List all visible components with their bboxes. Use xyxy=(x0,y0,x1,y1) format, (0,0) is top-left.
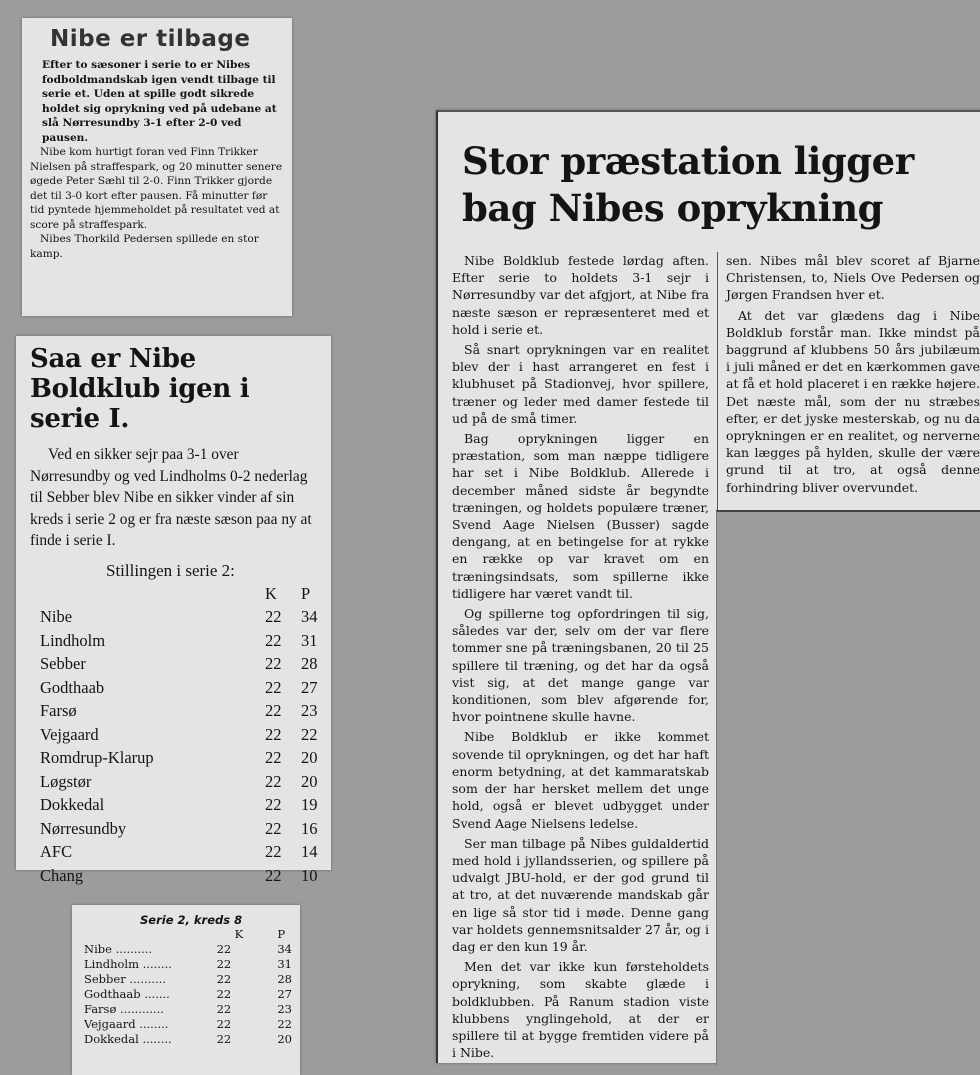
team-name: Godthaab xyxy=(40,677,105,697)
points: 31 xyxy=(301,630,318,650)
table-header xyxy=(80,927,292,942)
paragraph: At det var glædens dag i Nibe Boldklub forstår man. Ikke mindst på baggrund af klubbens 50 års jubilæum i juli måned er det en kærkommen gave at få et hold placeret i en række højere. Det næste mål, som der nu stræbes efter, er det jyske mesterskab, og nu da oprykningen er en realitet, og nerverne kan lægges på hylden, skulle der være grund til at tro, at også denne forhindring bliver overvundet. xyxy=(726,307,980,495)
points: 23 xyxy=(277,1002,292,1016)
points: 19 xyxy=(301,795,318,814)
team-name: Nørresundby xyxy=(40,818,127,838)
body-paragraph: Nibe kom hurtigt foran ved Finn Trikker Nielsen på straffespark, og 20 minutter senere øgede Peter Sæhl til 2-0. Finn Trikker gjorde det til 3-0 kort efter pausen. Få minutter før tid pyntede hjemmeholdet på resultatet ved at score på straffespark. xyxy=(30,146,283,231)
games: 22 xyxy=(216,1002,232,1016)
headline: Stor præstation ligger bag Nibes oprykning xyxy=(462,139,914,230)
games: 22 xyxy=(265,630,282,650)
table-row xyxy=(30,817,321,841)
table-row xyxy=(30,793,321,817)
team-name: Romdrup-Klarup xyxy=(40,748,154,767)
table-row xyxy=(30,676,321,700)
table-header xyxy=(30,582,321,606)
paragraph: Og spillerne tog opfordringen til sig, således var der, selv om der var flere tommer sne på træningsbanen, 20 til 25 spillere til træning, og det har da også vist sig, at det mange gange var konditionen, som blev afgørende for, hvor pointnene skulle havne. xyxy=(452,606,709,725)
team-name: Vejgaard xyxy=(40,724,99,744)
clipping-nibe-er-tilbage xyxy=(22,18,292,316)
table-row xyxy=(30,770,321,794)
games: 22 xyxy=(216,957,232,971)
points: 16 xyxy=(301,818,318,838)
points: 20 xyxy=(277,1032,292,1046)
team-name: Nibe .......... xyxy=(84,942,153,956)
games: 22 xyxy=(265,677,282,697)
table-row xyxy=(30,723,321,747)
table-row xyxy=(30,652,321,676)
games: 22 xyxy=(265,842,282,861)
team-name: Dokkedal ........ xyxy=(84,1032,172,1046)
points: 28 xyxy=(277,972,292,986)
team-name: Lindholm ........ xyxy=(84,957,172,971)
table-row xyxy=(30,605,321,629)
games: 22 xyxy=(265,654,282,673)
games: 22 xyxy=(265,818,282,838)
table-row xyxy=(30,629,321,653)
points: 10 xyxy=(301,865,318,885)
clipping-serie-2-kreds-8 xyxy=(72,905,300,1075)
column-p: P xyxy=(277,927,286,941)
games: 22 xyxy=(216,1017,232,1031)
points: 20 xyxy=(301,748,318,767)
games: 22 xyxy=(265,724,282,744)
points: 14 xyxy=(301,842,318,861)
team-name: Sebber xyxy=(40,654,86,673)
body-paragraph: Nibes Thorkild Pedersen spillede en stor kamp. xyxy=(30,233,259,260)
standings-table xyxy=(80,927,292,1047)
points: 23 xyxy=(301,701,318,720)
points: 31 xyxy=(277,957,292,971)
team-name: Nibe xyxy=(40,607,73,626)
points: 34 xyxy=(277,942,292,956)
table-row xyxy=(80,942,292,957)
points: 22 xyxy=(301,724,318,744)
table-row xyxy=(30,746,321,770)
team-name: Chang xyxy=(40,865,84,885)
games: 22 xyxy=(216,972,232,986)
column-p: P xyxy=(301,583,311,603)
paragraph: sen. Nibes mål blev scoret af Bjarne Christensen, to, Niels Ove Pedersen og Jørgen Frandsen hver et. xyxy=(726,253,980,303)
points: 28 xyxy=(301,654,318,673)
table-row xyxy=(30,864,321,888)
team-name: Farsø xyxy=(40,701,77,720)
points: 34 xyxy=(301,607,318,626)
clipping-saa-er-nibe xyxy=(16,336,331,885)
article-column-left xyxy=(452,252,718,1064)
column-k: K xyxy=(234,927,244,941)
team-name: Vejgaard ........ xyxy=(84,1017,169,1031)
scrapbook-background xyxy=(716,510,980,1065)
paragraph: Så snart oprykningen var en realitet blev der i hast arrangeret en fest i klubhuset på Stadionvej, hvor spillere, træner og leder med damer festede til ud på de små timer. xyxy=(452,342,709,426)
points: 22 xyxy=(277,1017,292,1031)
paragraph: Nibe Boldklub er ikke kommet sovende til oprykningen, og det har haft enorm betydning, at det kammaratskab som der har hersket mellem det unge hold, også er blevet udbygget under Svend Aage Nielsens ledelse. xyxy=(452,729,709,831)
intro-paragraph: Ved en sikker sejr paa 3-1 over Nørresundby og ved Lindholms 0-2 nederlag til Sebber blev Nibe en sikker vinder af sin kreds i serie 2 og er fra næste sæson paa ny at finde i serie I. xyxy=(30,446,312,549)
team-name: Dokkedal xyxy=(40,795,105,814)
standings-table xyxy=(30,582,321,888)
headline: Saa er Nibe Boldklub igen i serie I. xyxy=(30,344,250,434)
table-row xyxy=(80,957,292,972)
games: 22 xyxy=(265,701,282,720)
table-title: Serie 2, kreds 8 xyxy=(140,913,243,927)
games: 22 xyxy=(265,607,282,626)
games: 22 xyxy=(265,865,282,885)
paragraph: Men det var ikke kun førsteholdets oprykning, som skabte glæde i boldklubben. På Ranum stadion viste klubbens ynglingehold, at der er spillere til at bygge fremtiden videre på i Nibe. xyxy=(452,959,709,1061)
team-name: Løgstør xyxy=(40,771,92,791)
table-row xyxy=(30,699,321,723)
team-name: Lindholm xyxy=(40,630,106,650)
table-row xyxy=(80,972,292,987)
table-row xyxy=(80,1002,292,1017)
lead-paragraph: Efter to sæsoner i serie to er Nibes fodboldmandskab igen vendt tilbage til serie et. Uden at spille godt sikrede holdet sig oprykning ved på udebane at slå Nørresundby 3-1 efter 2-0 ved pausen. xyxy=(42,59,277,144)
points: 27 xyxy=(301,677,318,697)
team-name: Sebber .......... xyxy=(84,972,166,986)
games: 22 xyxy=(265,771,282,791)
games: 22 xyxy=(265,748,282,767)
paragraph: Nibe Boldklub festede lørdag aften. Efter serie to holdets 3-1 sejr i Nørresundby var det afgjort, at Nibe fra næste sæson er repræsenteret med et hold i serie et. xyxy=(452,253,709,337)
headline: Nibe er tilbage xyxy=(50,26,251,52)
points: 27 xyxy=(277,987,292,1001)
games: 22 xyxy=(216,1032,232,1046)
team-name: Farsø ............ xyxy=(84,1002,164,1016)
column-k: K xyxy=(265,583,277,603)
table-row xyxy=(30,840,321,864)
games: 22 xyxy=(216,987,232,1001)
table-row xyxy=(80,1017,292,1032)
games: 22 xyxy=(265,795,282,814)
table-row xyxy=(80,987,292,1002)
games: 22 xyxy=(216,942,232,956)
points: 20 xyxy=(301,771,318,791)
team-name: Godthaab ....... xyxy=(84,987,170,1001)
standings-subtitle: Stillingen i serie 2: xyxy=(106,560,235,580)
paragraph: Ser man tilbage på Nibes guldaldertid med hold i jyllandsserien, og spillere på udvalgt JBU-hold, er der god grund til at tro, at det nuværende mandskab går en lige så stor tid i møde. Denne gang var holdets gennemsnitsalder 27 år, og i dag er den kun 19 år. xyxy=(452,835,709,954)
team-name: AFC xyxy=(40,842,73,861)
table-row xyxy=(80,1032,292,1047)
paragraph: Bag oprykningen ligger en præstation, som man næppe tidligere har set i Nibe Boldklub. Allerede i december måned sidste år begyndte træningen, og holdets populære træner, Svend Aage Nielsen (Busser) sagde dengang, at en betingelse for at rykke en række op var kravet om en træningsindsats, som spillerne ikke tidligere har været vandt til. xyxy=(452,431,709,601)
